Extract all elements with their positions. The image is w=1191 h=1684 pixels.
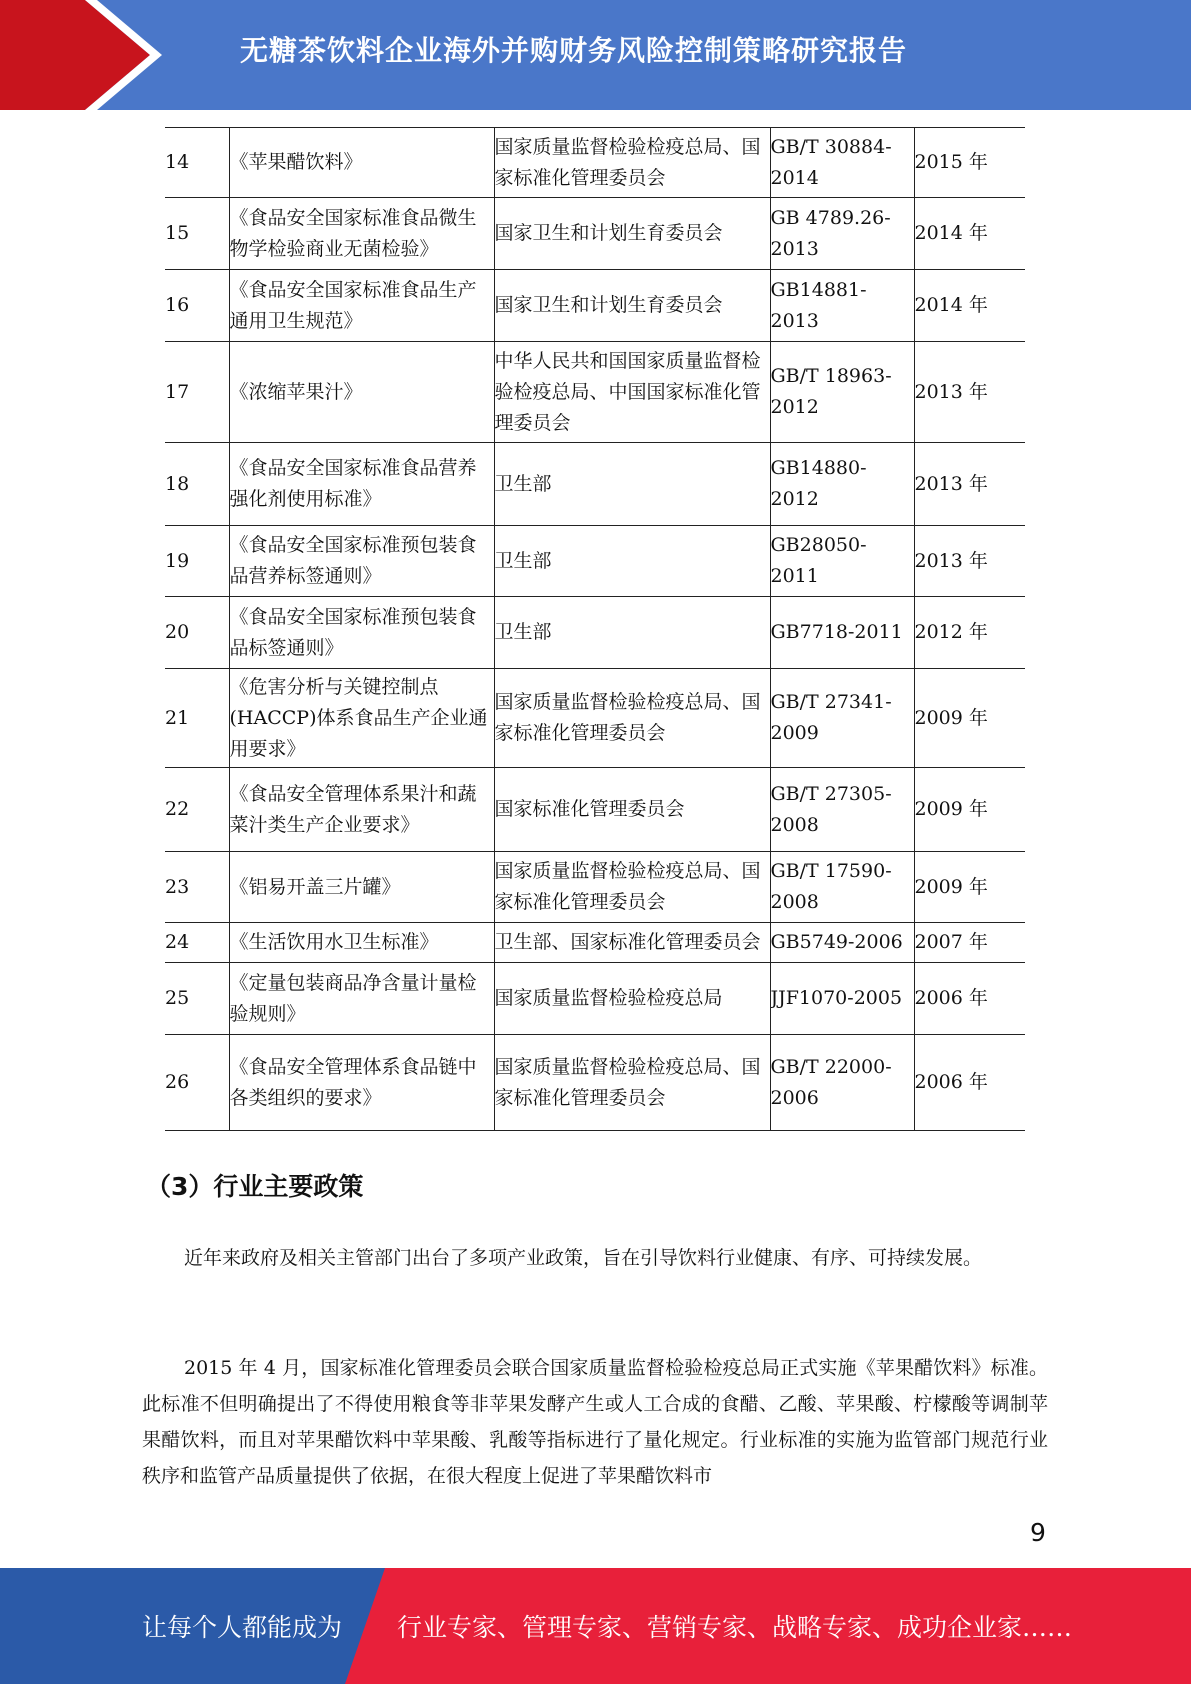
standard-code: GB5749-2006 bbox=[770, 923, 914, 963]
row-number: 14 bbox=[165, 128, 229, 198]
footer-slogan-right: 行业专家、管理专家、营销专家、战略专家、成功企业家…… bbox=[397, 1613, 1073, 1642]
table-row bbox=[165, 963, 1025, 1035]
implementation-year: 2007 年 bbox=[914, 923, 1025, 963]
table-row bbox=[165, 923, 1025, 963]
implementation-year: 2013 年 bbox=[914, 526, 1025, 597]
standard-name: 《食品安全国家标准食品营养强化剂使用标准》 bbox=[229, 443, 494, 526]
issuing-body: 卫生部 bbox=[494, 526, 770, 597]
implementation-year: 2012 年 bbox=[914, 597, 1025, 669]
body-paragraph: 近年来政府及相关主管部门出台了多项产业政策，旨在引导饮料行业健康、有序、可持续发展。 bbox=[184, 1247, 983, 1269]
table-row bbox=[165, 342, 1025, 443]
row-number: 26 bbox=[165, 1035, 229, 1131]
issuing-body: 卫生部 bbox=[494, 597, 770, 669]
table-row bbox=[165, 852, 1025, 923]
standard-name: 《定量包装商品净含量计量检验规则》 bbox=[229, 963, 494, 1035]
implementation-year: 2013 年 bbox=[914, 342, 1025, 443]
standard-name: 《食品安全管理体系食品链中各类组织的要求》 bbox=[229, 1035, 494, 1131]
standard-name: 《食品安全国家标准食品生产通用卫生规范》 bbox=[229, 270, 494, 342]
implementation-year: 2013 年 bbox=[914, 443, 1025, 526]
standard-code: GB14881-2013 bbox=[770, 270, 914, 342]
implementation-year: 2014 年 bbox=[914, 270, 1025, 342]
table-row bbox=[165, 768, 1025, 852]
issuing-body: 国家质量监督检验检疫总局 bbox=[494, 963, 770, 1035]
standard-code: GB/T 27341-2009 bbox=[770, 669, 914, 768]
page-header bbox=[0, 0, 1191, 110]
footer-slogan-left: 让每个人都能成为 bbox=[142, 1613, 343, 1642]
row-number: 15 bbox=[165, 198, 229, 270]
issuing-body: 国家质量监督检验检疫总局、国家标准化管理委员会 bbox=[494, 1035, 770, 1131]
issuing-body: 国家卫生和计划生育委员会 bbox=[494, 198, 770, 270]
standard-name: 《食品安全国家标准预包装食品标签通则》 bbox=[229, 597, 494, 669]
standard-name: 《铝易开盖三片罐》 bbox=[229, 852, 494, 923]
standard-code: GB/T 27305-2008 bbox=[770, 768, 914, 852]
standard-name: 《食品安全管理体系果汁和蔬菜汁类生产企业要求》 bbox=[229, 768, 494, 852]
section-heading: （3）行业主要政策 bbox=[146, 1172, 364, 1201]
table-row bbox=[165, 443, 1025, 526]
implementation-year: 2009 年 bbox=[914, 669, 1025, 768]
table-row bbox=[165, 526, 1025, 597]
standard-name: 《生活饮用水卫生标准》 bbox=[229, 923, 494, 963]
row-number: 18 bbox=[165, 443, 229, 526]
standard-name: 《浓缩苹果汁》 bbox=[229, 342, 494, 443]
row-number: 20 bbox=[165, 597, 229, 669]
issuing-body: 国家卫生和计划生育委员会 bbox=[494, 270, 770, 342]
page-number: 9 bbox=[1030, 1518, 1046, 1547]
standard-code: GB 4789.26-2013 bbox=[770, 198, 914, 270]
table-row bbox=[165, 669, 1025, 768]
standard-code: JJF1070-2005 bbox=[770, 963, 914, 1035]
standard-code: GB/T 30884-2014 bbox=[770, 128, 914, 198]
issuing-body: 国家质量监督检验检疫总局、国家标准化管理委员会 bbox=[494, 852, 770, 923]
standard-code: GB/T 17590-2008 bbox=[770, 852, 914, 923]
issuing-body: 中华人民共和国国家质量监督检验检疫总局、中国国家标准化管理委员会 bbox=[494, 342, 770, 443]
page-footer bbox=[0, 1568, 1191, 1684]
row-number: 23 bbox=[165, 852, 229, 923]
table-row bbox=[165, 128, 1025, 198]
standard-code: GB/T 18963-2012 bbox=[770, 342, 914, 443]
table-row bbox=[165, 198, 1025, 270]
implementation-year: 2015 年 bbox=[914, 128, 1025, 198]
row-number: 17 bbox=[165, 342, 229, 443]
table-row bbox=[165, 270, 1025, 342]
standard-code: GB7718-2011 bbox=[770, 597, 914, 669]
row-number: 16 bbox=[165, 270, 229, 342]
table-row bbox=[165, 597, 1025, 669]
issuing-body-text: 卫生部、国家标准化管理委员会 bbox=[494, 931, 761, 953]
implementation-year: 2009 年 bbox=[914, 768, 1025, 852]
standard-name: 《食品安全国家标准食品微生物学检验商业无菌检验》 bbox=[229, 198, 494, 270]
implementation-year: 2006 年 bbox=[914, 963, 1025, 1035]
report-title: 无糖茶饮料企业海外并购财务风险控制策略研究报告 bbox=[240, 34, 908, 67]
row-number: 25 bbox=[165, 963, 229, 1035]
row-number: 24 bbox=[165, 923, 229, 963]
issuing-body: 国家标准化管理委员会 bbox=[494, 768, 770, 852]
row-number: 22 bbox=[165, 768, 229, 852]
standard-name: 《苹果醋饮料》 bbox=[229, 128, 494, 198]
standards-table bbox=[165, 127, 1025, 1131]
standard-code: GB/T 22000-2006 bbox=[770, 1035, 914, 1131]
issuing-body: 卫生部 bbox=[494, 443, 770, 526]
table-row bbox=[165, 1035, 1025, 1131]
issuing-body: 国家质量监督检验检疫总局、国家标准化管理委员会 bbox=[494, 669, 770, 768]
row-number: 19 bbox=[165, 526, 229, 597]
standard-code: GB28050-2011 bbox=[770, 526, 914, 597]
body-paragraph: 2015 年 4 月，国家标准化管理委员会联合国家质量监督检验检疫总局正式实施《苹果醋饮料》标准。此标准不但明确提出了不得使用粮食等非苹果发酵产生或人工合成的食醋、乙酸、苹果酸、柠檬酸等调制苹果醋饮料，而且对苹果醋饮料中苹果酸、乳酸等指标进行了量化规定。行业标准的实施为监管部门规范行业秩序和监管产品质量提供了依据，在很大程度上促进了苹果醋饮料市 bbox=[142, 1357, 1048, 1487]
standard-name: 《危害分析与关键控制点(HACCP)体系食品生产企业通用要求》 bbox=[229, 669, 494, 768]
implementation-year: 2006 年 bbox=[914, 1035, 1025, 1131]
standard-name: 《食品安全国家标准预包装食品营养标签通则》 bbox=[229, 526, 494, 597]
issuing-body bbox=[494, 923, 770, 963]
issuing-body: 国家质量监督检验检疫总局、国家标准化管理委员会 bbox=[494, 128, 770, 198]
row-number: 21 bbox=[165, 669, 229, 768]
implementation-year: 2014 年 bbox=[914, 198, 1025, 270]
implementation-year: 2009 年 bbox=[914, 852, 1025, 923]
standard-code: GB14880-2012 bbox=[770, 443, 914, 526]
